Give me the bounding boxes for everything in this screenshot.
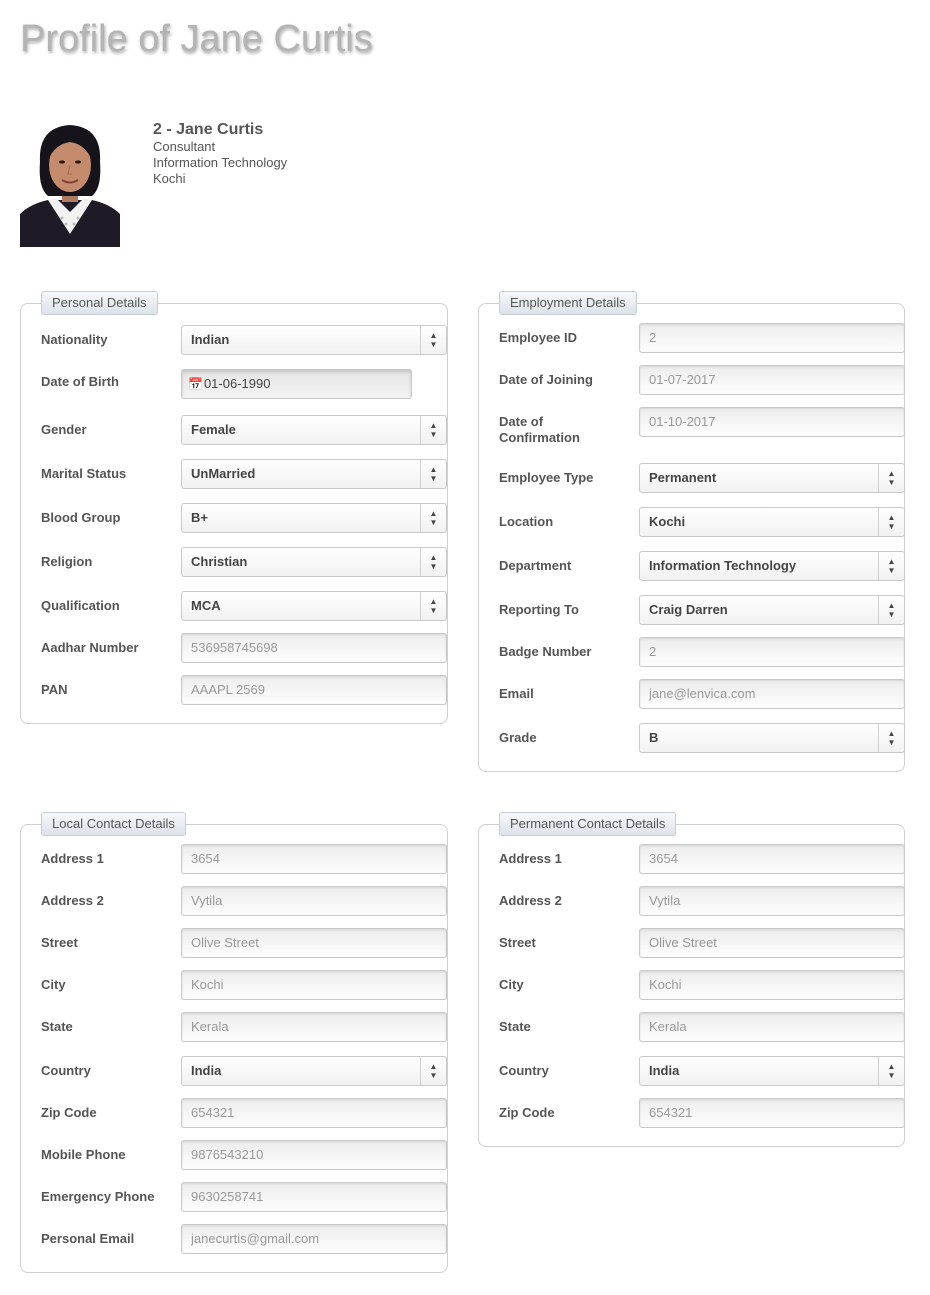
select-value: Craig Darren xyxy=(649,602,728,617)
date-of-confirmation-input[interactable]: 01-10-2017 xyxy=(639,407,905,437)
grade-select[interactable] xyxy=(639,723,905,753)
select-arrows-icon: ▲ ▼ xyxy=(878,724,904,752)
select-arrows-icon: ▲ ▼ xyxy=(878,1057,904,1085)
perm-address1-input[interactable]: 3654 xyxy=(639,844,905,874)
field-label: Nationality xyxy=(41,332,108,347)
employee-name: 2 - Jane Curtis xyxy=(153,121,264,138)
local-street-input[interactable]: Olive Street xyxy=(181,928,447,958)
select-arrows-icon: ▲ ▼ xyxy=(420,460,446,488)
blood-group-select[interactable] xyxy=(181,503,447,533)
field-label: Address 2 xyxy=(499,893,562,908)
select-arrows-icon: ▲ ▼ xyxy=(420,592,446,620)
field-label: Reporting To xyxy=(499,602,579,617)
select-arrows-icon: ▲ ▼ xyxy=(878,508,904,536)
profile-photo xyxy=(20,122,120,247)
email-input[interactable]: jane@lenvica.com xyxy=(639,679,905,709)
local-contact-legend: Local Contact Details xyxy=(41,812,186,836)
field-label: Country xyxy=(41,1063,91,1078)
select-value: India xyxy=(649,1063,680,1078)
select-arrows-icon: ▲ ▼ xyxy=(420,504,446,532)
perm-state-input[interactable]: Kerala xyxy=(639,1012,905,1042)
field-label: State xyxy=(499,1019,531,1034)
select-value: Kochi xyxy=(649,514,686,529)
reporting-to-select[interactable] xyxy=(639,595,905,625)
field-label: Zip Code xyxy=(499,1105,555,1120)
field-label: Zip Code xyxy=(41,1105,97,1120)
field-label: Badge Number xyxy=(499,644,592,659)
date-value: 01-06-1990 xyxy=(203,376,271,391)
field-label: City xyxy=(41,977,66,992)
profile-summary xyxy=(153,120,287,187)
employee-id-input[interactable]: 2 xyxy=(639,323,905,353)
field-label: PAN xyxy=(41,682,68,697)
qualification-select[interactable] xyxy=(181,591,447,621)
field-label: Personal Email xyxy=(41,1231,135,1246)
field-label: Location xyxy=(499,514,554,529)
gender-select[interactable] xyxy=(181,415,447,445)
field-label: State xyxy=(41,1019,73,1034)
select-value: Permanent xyxy=(649,470,717,485)
field-label: Street xyxy=(41,935,78,950)
field-label: Employee Type xyxy=(499,470,594,485)
aadhar-input[interactable]: 536958745698 xyxy=(181,633,447,663)
field-label: Date of Birth xyxy=(41,374,119,389)
permanent-contact-panel xyxy=(478,816,905,1147)
select-value: B+ xyxy=(191,510,208,525)
select-value: India xyxy=(191,1063,222,1078)
local-address2-input[interactable]: Vytila xyxy=(181,886,447,916)
emergency-phone-input[interactable]: 9630258741 xyxy=(181,1182,447,1212)
field-label: Date of Joining xyxy=(499,372,593,387)
field-label: Employee ID xyxy=(499,330,578,345)
field-label: City xyxy=(499,977,524,992)
select-arrows-icon: ▲ ▼ xyxy=(878,464,904,492)
perm-zip-input[interactable]: 654321 xyxy=(639,1098,905,1128)
select-value: Christian xyxy=(191,554,248,569)
field-label: Marital Status xyxy=(41,466,127,481)
nationality-select[interactable] xyxy=(181,325,447,355)
select-arrows-icon: ▲ ▼ xyxy=(420,326,446,354)
perm-address2-input[interactable]: Vytila xyxy=(639,886,905,916)
location-select[interactable] xyxy=(639,507,905,537)
field-label: Qualification xyxy=(41,598,120,613)
employment-details-panel xyxy=(478,295,905,772)
marital-status-select[interactable] xyxy=(181,459,447,489)
field-label: Gender xyxy=(41,422,87,437)
field-label: Country xyxy=(499,1063,549,1078)
employment-details-legend: Employment Details xyxy=(499,291,637,315)
date-of-joining-input[interactable]: 01-07-2017 xyxy=(639,365,905,395)
field-label: Religion xyxy=(41,554,93,569)
select-arrows-icon: ▲ ▼ xyxy=(878,596,904,624)
select-arrows-icon: ▲ ▼ xyxy=(420,416,446,444)
permanent-contact-legend: Permanent Contact Details xyxy=(499,812,676,836)
field-label: Aadhar Number xyxy=(41,640,139,655)
field-label: Date of Confirmation xyxy=(499,414,580,445)
employee-location: Kochi xyxy=(153,171,186,186)
calendar-icon: 📅 xyxy=(188,377,203,391)
personal-details-legend: Personal Details xyxy=(41,291,158,315)
mobile-phone-input[interactable]: 9876543210 xyxy=(181,1140,447,1170)
employee-designation: Consultant xyxy=(153,139,216,154)
field-label: Address 1 xyxy=(499,851,562,866)
personal-details-panel xyxy=(20,295,448,724)
local-city-input[interactable]: Kochi xyxy=(181,970,447,1000)
perm-street-input[interactable]: Olive Street xyxy=(639,928,905,958)
perm-city-input[interactable]: Kochi xyxy=(639,970,905,1000)
field-label: Department xyxy=(499,558,572,573)
field-label: Address 1 xyxy=(41,851,104,866)
field-label: Blood Group xyxy=(41,510,121,525)
department-select[interactable] xyxy=(639,551,905,581)
select-value: Female xyxy=(191,422,236,437)
field-label: Address 2 xyxy=(41,893,104,908)
field-label: Grade xyxy=(499,730,537,745)
select-value: MCA xyxy=(191,598,221,613)
field-label: Email xyxy=(499,686,534,701)
perm-country-select[interactable] xyxy=(639,1056,905,1086)
employee-type-select[interactable] xyxy=(639,463,905,493)
employee-department: Information Technology xyxy=(153,155,288,170)
select-value: Indian xyxy=(191,332,230,347)
religion-select[interactable] xyxy=(181,547,447,577)
page-title: Profile of Jane Curtis xyxy=(20,18,373,60)
field-label: Mobile Phone xyxy=(41,1147,126,1162)
select-value: B xyxy=(649,730,659,745)
local-zip-input[interactable]: 654321 xyxy=(181,1098,447,1128)
dob-date-input[interactable] xyxy=(181,369,412,399)
select-arrows-icon: ▲ ▼ xyxy=(878,552,904,580)
field-label: Emergency Phone xyxy=(41,1189,155,1204)
select-arrows-icon: ▲ ▼ xyxy=(420,548,446,576)
select-value: UnMarried xyxy=(191,466,256,481)
select-arrows-icon: ▲ ▼ xyxy=(420,1057,446,1085)
local-address1-input[interactable]: 3654 xyxy=(181,844,447,874)
select-value: Information Technology xyxy=(649,558,797,573)
field-label: Street xyxy=(499,935,536,950)
local-country-select[interactable] xyxy=(181,1056,447,1086)
pan-input[interactable]: AAAPL 2569 xyxy=(181,675,447,705)
badge-number-input[interactable]: 2 xyxy=(639,637,905,667)
local-contact-panel xyxy=(20,816,448,1273)
local-state-input[interactable]: Kerala xyxy=(181,1012,447,1042)
personal-email-input[interactable]: janecurtis@gmail.com xyxy=(181,1224,447,1254)
